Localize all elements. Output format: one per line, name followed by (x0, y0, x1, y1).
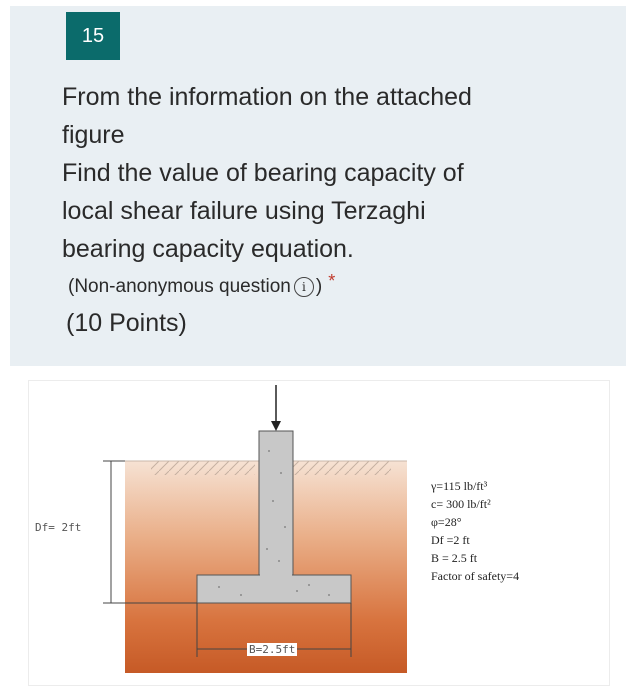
footing-column (259, 431, 293, 579)
footing-diagram (29, 381, 609, 685)
ground-hatch-right (291, 461, 391, 475)
attached-figure (28, 380, 610, 686)
question-text-line: figure (62, 121, 125, 149)
question-text-line: bearing capacity equation. (62, 235, 354, 263)
question-text-line: local shear failure using Terzaghi (62, 197, 426, 225)
question-text-line: Find the value of bearing capacity of (62, 159, 464, 187)
non-anonymous-label: (Non-anonymous question (68, 276, 291, 297)
property-cohesion: c= 300 lb/ft² (431, 497, 491, 511)
df-label: Df= 2ft (35, 521, 82, 534)
points-label: (10 Points) (66, 309, 187, 337)
question-panel (10, 6, 626, 366)
property-unit-weight: γ=115 lb/ft³ (431, 479, 488, 493)
property-depth: Df =2 ft (431, 533, 470, 547)
required-asterisk: * (328, 270, 336, 291)
question-number-badge: 15 (66, 12, 120, 60)
load-arrow-head (271, 421, 281, 431)
b-label: B=2.5ft (249, 643, 296, 656)
footing-base (197, 575, 351, 603)
property-friction-angle: φ=28° (431, 515, 462, 529)
property-width: B = 2.5 ft (431, 551, 478, 565)
question-text-line: From the information on the attached (62, 83, 472, 111)
column-joint (260, 574, 292, 577)
info-icon[interactable]: i (294, 277, 314, 297)
soil-properties (431, 477, 519, 585)
question-text (62, 78, 582, 268)
ground-hatch-left (151, 461, 255, 475)
property-factor-of-safety: Factor of safety=4 (431, 569, 520, 583)
question-meta (68, 270, 336, 298)
meta-close-paren: ) (315, 276, 323, 297)
